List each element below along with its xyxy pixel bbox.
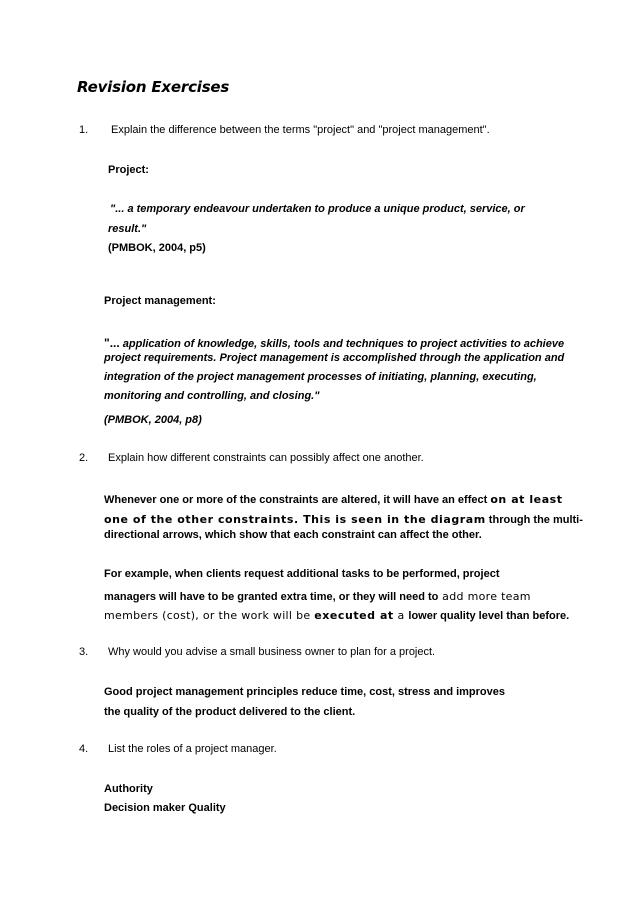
q2-example-line-3 bbox=[104, 606, 569, 624]
q2-example-line-2 bbox=[104, 587, 531, 605]
q2-answer-line-1-b: on at least bbox=[490, 493, 563, 506]
pm-quote-line-1-text: application of knowledge, skills, tools and techniques to project activities to achieve bbox=[119, 338, 565, 350]
q2-answer-line-3: directional arrows, which show that each constraint can affect the other. bbox=[104, 529, 482, 541]
question-4-text: List the roles of a project manager. bbox=[108, 743, 277, 755]
role-item-decision-maker: Decision maker Quality bbox=[104, 802, 226, 814]
pm-quote-line-1 bbox=[104, 334, 564, 352]
q2-example-line-3-b: executed at bbox=[314, 609, 394, 622]
q2-example-line-1: For example, when clients request additional tasks to be performed, project bbox=[104, 568, 500, 580]
pm-quote-open: "... bbox=[104, 336, 120, 350]
q3-answer-line-2: the quality of the product delivered to the client. bbox=[104, 706, 356, 718]
q3-answer-line-1: Good project management principles reduce time, cost, stress and improves bbox=[104, 686, 506, 698]
project-label: Project: bbox=[108, 164, 149, 176]
pm-citation: (PMBOK, 2004, p8) bbox=[104, 414, 202, 426]
q2-example-line-2-a: managers will have to be granted extra time, or they will need to bbox=[104, 591, 439, 603]
question-3-number: 3. bbox=[79, 646, 89, 658]
question-1-number: 1. bbox=[79, 124, 89, 136]
q2-answer-line-2-b: through the multi- bbox=[485, 514, 583, 526]
q2-example-line-3-a: members (cost), or the work will be bbox=[104, 609, 315, 622]
q2-example-line-3-d: lower quality level than before. bbox=[408, 610, 570, 622]
q2-example-line-2-b: add more team bbox=[438, 590, 531, 603]
q2-answer-line-2-a: one of the other constraints. This is seen in the diagram bbox=[104, 513, 486, 526]
question-1-text: Explain the difference between the terms "project" and "project management". bbox=[111, 124, 490, 136]
project-management-label: Project management: bbox=[104, 295, 216, 307]
q2-answer-line-2 bbox=[104, 510, 583, 528]
question-4-number: 4. bbox=[79, 743, 89, 755]
pm-quote-line-2: project requirements. Project management is accomplished through the application and bbox=[104, 352, 565, 364]
role-item-authority: Authority bbox=[104, 783, 153, 795]
q2-example-line-3-c: a bbox=[393, 609, 409, 622]
project-citation: (PMBOK, 2004, p5) bbox=[108, 242, 206, 254]
question-3-text: Why would you advise a small business owner to plan for a project. bbox=[108, 646, 436, 658]
question-2-number: 2. bbox=[79, 452, 89, 464]
project-quote-line-2: result." bbox=[108, 223, 147, 235]
document-title: Revision Exercises bbox=[77, 78, 230, 96]
project-quote-line-1: "... a temporary endeavour undertaken to produce a unique product, service, or bbox=[110, 203, 525, 215]
question-2-text: Explain how different constraints can possibly affect one another. bbox=[108, 452, 424, 464]
q2-answer-line-1 bbox=[104, 490, 563, 508]
q2-answer-line-1-a: Whenever one or more of the constraints are altered, it will have an effect bbox=[104, 494, 491, 506]
pm-quote-line-3: integration of the project management processes of initiating, planning, executing, bbox=[104, 371, 537, 383]
pm-quote-line-4: monitoring and controlling, and closing." bbox=[104, 390, 320, 402]
